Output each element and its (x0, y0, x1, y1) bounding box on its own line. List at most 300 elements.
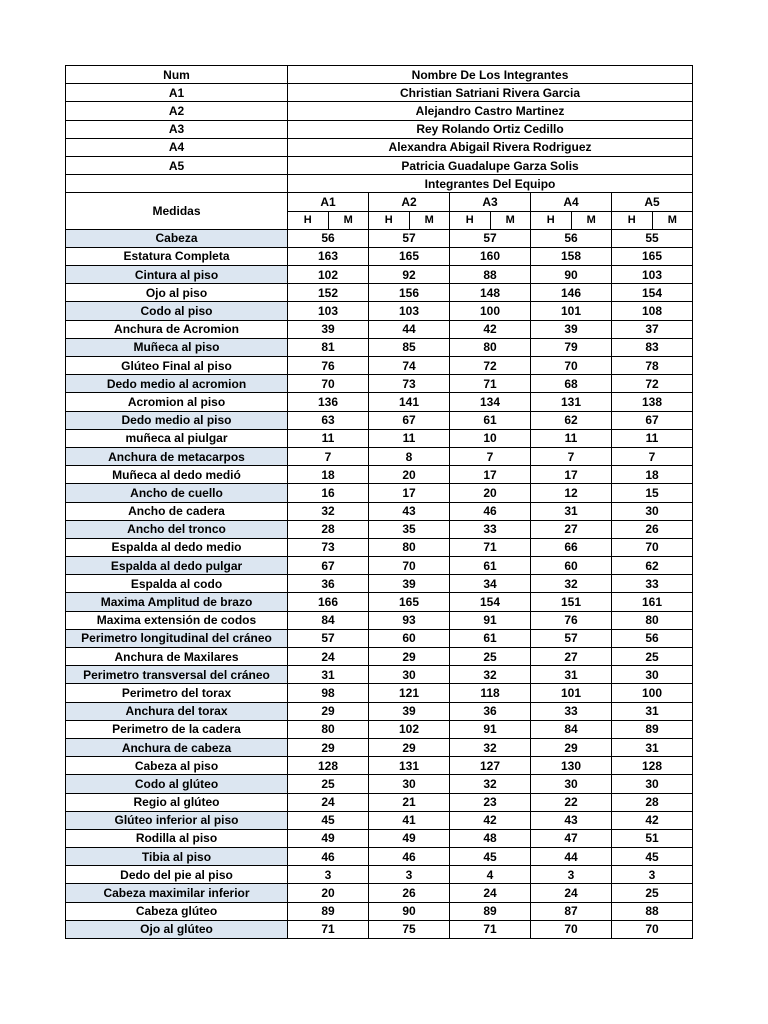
value-cell: 62 (531, 411, 612, 429)
value-cell: 83 (612, 338, 693, 356)
value-cell: 151 (531, 593, 612, 611)
member-name: Alexandra Abigail Rivera Rodriguez (288, 138, 693, 156)
measurements-table (65, 65, 693, 939)
member-row (66, 102, 693, 120)
measure-label: Maxima Amplitud de brazo (66, 593, 288, 611)
measure-label: Anchura de cabeza (66, 738, 288, 756)
value-cell: 29 (531, 738, 612, 756)
value-cell: 146 (531, 284, 612, 302)
value-cell: 81 (288, 338, 369, 356)
value-cell: 90 (369, 902, 450, 920)
value-cell: 46 (369, 848, 450, 866)
member-id: A3 (66, 120, 288, 138)
measure-label: Ancho de cuello (66, 484, 288, 502)
table-row (66, 593, 693, 611)
table-row (66, 793, 693, 811)
value-cell: 28 (612, 793, 693, 811)
value-cell: 32 (450, 775, 531, 793)
value-cell: 84 (288, 611, 369, 629)
sub-header-h: H (369, 211, 410, 229)
value-cell: 11 (288, 429, 369, 447)
measure-label: Muñeca al dedo medió (66, 466, 288, 484)
value-cell: 70 (531, 357, 612, 375)
table-row (66, 884, 693, 902)
blank-cell (66, 175, 288, 193)
value-cell: 24 (450, 884, 531, 902)
sub-header-m: M (409, 211, 450, 229)
measure-label: Maxima extensión de codos (66, 611, 288, 629)
value-cell: 42 (450, 811, 531, 829)
value-cell: 39 (369, 702, 450, 720)
value-cell: 25 (612, 884, 693, 902)
value-cell: 166 (288, 593, 369, 611)
value-cell: 31 (612, 738, 693, 756)
measure-label: Perimetro de la cadera (66, 720, 288, 738)
table-row (66, 393, 693, 411)
value-cell: 161 (612, 593, 693, 611)
table-row (66, 320, 693, 338)
value-cell: 44 (369, 320, 450, 338)
value-cell: 108 (612, 302, 693, 320)
measure-label: muñeca al piulgar (66, 429, 288, 447)
value-cell: 30 (612, 775, 693, 793)
table-row (66, 738, 693, 756)
value-cell: 56 (288, 229, 369, 247)
table-row (66, 429, 693, 447)
measure-label: Codo al glúteo (66, 775, 288, 793)
value-cell: 11 (531, 429, 612, 447)
value-cell: 103 (612, 266, 693, 284)
value-cell: 32 (531, 575, 612, 593)
value-cell: 63 (288, 411, 369, 429)
value-cell: 31 (531, 666, 612, 684)
value-cell: 3 (612, 866, 693, 884)
value-cell: 46 (288, 848, 369, 866)
value-cell: 20 (288, 884, 369, 902)
member-row (66, 156, 693, 174)
value-cell: 7 (531, 447, 612, 465)
value-cell: 47 (531, 829, 612, 847)
value-cell: 84 (531, 720, 612, 738)
value-cell: 3 (288, 866, 369, 884)
value-cell: 136 (288, 393, 369, 411)
value-cell: 46 (450, 502, 531, 520)
measure-label: Glúteo inferior al piso (66, 811, 288, 829)
measure-label: Espalda al dedo pulgar (66, 557, 288, 575)
value-cell: 91 (450, 720, 531, 738)
value-cell: 24 (288, 648, 369, 666)
table-row (66, 648, 693, 666)
value-cell: 73 (288, 538, 369, 556)
table-row (66, 720, 693, 738)
value-cell: 42 (612, 811, 693, 829)
measure-label: Glúteo Final al piso (66, 357, 288, 375)
member-id: A2 (66, 102, 288, 120)
value-cell: 89 (288, 902, 369, 920)
value-cell: 55 (612, 229, 693, 247)
value-cell: 10 (450, 429, 531, 447)
value-cell: 32 (450, 738, 531, 756)
value-cell: 51 (612, 829, 693, 847)
value-cell: 22 (531, 793, 612, 811)
table-row (66, 266, 693, 284)
value-cell: 70 (531, 920, 612, 938)
value-cell: 75 (369, 920, 450, 938)
value-cell: 29 (288, 738, 369, 756)
table-row (66, 302, 693, 320)
value-cell: 61 (450, 411, 531, 429)
table-row (66, 229, 693, 247)
sub-header-h: H (288, 211, 329, 229)
value-cell: 39 (531, 320, 612, 338)
team-row (66, 175, 693, 193)
value-cell: 165 (369, 247, 450, 265)
value-cell: 76 (531, 611, 612, 629)
measure-label: Dedo medio al piso (66, 411, 288, 429)
column-header: A4 (531, 193, 612, 211)
value-cell: 131 (531, 393, 612, 411)
measure-label: Cabeza al piso (66, 757, 288, 775)
value-cell: 78 (612, 357, 693, 375)
value-cell: 93 (369, 611, 450, 629)
sub-header-h: H (450, 211, 491, 229)
member-id: A5 (66, 156, 288, 174)
table-row (66, 848, 693, 866)
value-cell: 60 (369, 629, 450, 647)
value-cell: 30 (369, 666, 450, 684)
value-cell: 127 (450, 757, 531, 775)
value-cell: 130 (531, 757, 612, 775)
value-cell: 36 (288, 575, 369, 593)
value-cell: 39 (369, 575, 450, 593)
measure-label: Anchura de metacarpos (66, 447, 288, 465)
table-row (66, 811, 693, 829)
value-cell: 37 (612, 320, 693, 338)
value-cell: 56 (531, 229, 612, 247)
measure-label: Espalda al dedo medio (66, 538, 288, 556)
measure-label: Cabeza maximilar inferior (66, 884, 288, 902)
table-row (66, 666, 693, 684)
measure-label: Ojo al piso (66, 284, 288, 302)
table-row (66, 829, 693, 847)
sub-header-m: M (571, 211, 612, 229)
value-cell: 41 (369, 811, 450, 829)
measure-label: Ojo al glúteo (66, 920, 288, 938)
value-cell: 21 (369, 793, 450, 811)
value-cell: 7 (612, 447, 693, 465)
team-header: Integrantes Del Equipo (288, 175, 693, 193)
value-cell: 88 (450, 266, 531, 284)
table-row (66, 629, 693, 647)
table-row (66, 538, 693, 556)
value-cell: 16 (288, 484, 369, 502)
member-row (66, 120, 693, 138)
value-cell: 30 (531, 775, 612, 793)
value-cell: 36 (450, 702, 531, 720)
value-cell: 44 (531, 848, 612, 866)
value-cell: 121 (369, 684, 450, 702)
value-cell: 31 (288, 666, 369, 684)
table-row (66, 375, 693, 393)
value-cell: 29 (369, 648, 450, 666)
value-cell: 57 (531, 629, 612, 647)
value-cell: 35 (369, 520, 450, 538)
value-cell: 25 (288, 775, 369, 793)
value-cell: 138 (612, 393, 693, 411)
value-cell: 67 (288, 557, 369, 575)
value-cell: 42 (450, 320, 531, 338)
value-cell: 158 (531, 247, 612, 265)
value-cell: 89 (450, 902, 531, 920)
value-cell: 76 (288, 357, 369, 375)
value-cell: 43 (531, 811, 612, 829)
value-cell: 103 (369, 302, 450, 320)
value-cell: 17 (450, 466, 531, 484)
member-id: A1 (66, 84, 288, 102)
value-cell: 60 (531, 557, 612, 575)
value-cell: 24 (288, 793, 369, 811)
sub-header-h: H (612, 211, 653, 229)
value-cell: 89 (612, 720, 693, 738)
value-cell: 3 (531, 866, 612, 884)
table-row (66, 357, 693, 375)
value-cell: 39 (288, 320, 369, 338)
value-cell: 27 (531, 648, 612, 666)
column-header: A1 (288, 193, 369, 211)
measure-label: Cabeza glúteo (66, 902, 288, 920)
value-cell: 57 (450, 229, 531, 247)
value-cell: 25 (450, 648, 531, 666)
measure-label: Acromion al piso (66, 393, 288, 411)
value-cell: 49 (369, 829, 450, 847)
value-cell: 33 (531, 702, 612, 720)
member-row (66, 84, 693, 102)
value-cell: 80 (288, 720, 369, 738)
table-row (66, 484, 693, 502)
value-cell: 128 (612, 757, 693, 775)
value-cell: 70 (288, 375, 369, 393)
value-cell: 11 (369, 429, 450, 447)
value-cell: 11 (612, 429, 693, 447)
measure-label: Anchura del torax (66, 702, 288, 720)
value-cell: 71 (450, 538, 531, 556)
value-cell: 20 (450, 484, 531, 502)
column-header: A2 (369, 193, 450, 211)
value-cell: 45 (450, 848, 531, 866)
measure-label: Perimetro del torax (66, 684, 288, 702)
member-name: Rey Rolando Ortiz Cedillo (288, 120, 693, 138)
measure-label: Dedo medio al acromion (66, 375, 288, 393)
value-cell: 3 (369, 866, 450, 884)
value-cell: 154 (612, 284, 693, 302)
measure-label: Ancho de cadera (66, 502, 288, 520)
value-cell: 31 (612, 702, 693, 720)
value-cell: 103 (288, 302, 369, 320)
sub-header-m: M (490, 211, 531, 229)
value-cell: 88 (612, 902, 693, 920)
value-cell: 72 (612, 375, 693, 393)
value-cell: 73 (369, 375, 450, 393)
column-header: A3 (450, 193, 531, 211)
value-cell: 85 (369, 338, 450, 356)
value-cell: 156 (369, 284, 450, 302)
value-cell: 62 (612, 557, 693, 575)
value-cell: 134 (450, 393, 531, 411)
table-row (66, 702, 693, 720)
measure-label: Ancho del tronco (66, 520, 288, 538)
measure-label: Rodilla al piso (66, 829, 288, 847)
value-cell: 30 (369, 775, 450, 793)
value-cell: 131 (369, 757, 450, 775)
table-row (66, 502, 693, 520)
table-row (66, 466, 693, 484)
value-cell: 7 (450, 447, 531, 465)
value-cell: 29 (369, 738, 450, 756)
value-cell: 57 (288, 629, 369, 647)
sub-header-h: H (531, 211, 572, 229)
value-cell: 101 (531, 684, 612, 702)
value-cell: 118 (450, 684, 531, 702)
value-cell: 45 (612, 848, 693, 866)
member-name: Christian Satriani Rivera Garcia (288, 84, 693, 102)
value-cell: 71 (450, 375, 531, 393)
measure-label: Anchura de Maxilares (66, 648, 288, 666)
value-cell: 160 (450, 247, 531, 265)
value-cell: 148 (450, 284, 531, 302)
value-cell: 18 (612, 466, 693, 484)
value-cell: 30 (612, 502, 693, 520)
column-header-row (66, 193, 693, 211)
value-cell: 57 (369, 229, 450, 247)
table-row (66, 411, 693, 429)
value-cell: 49 (288, 829, 369, 847)
value-cell: 20 (369, 466, 450, 484)
value-cell: 72 (450, 357, 531, 375)
member-id: A4 (66, 138, 288, 156)
value-cell: 26 (369, 884, 450, 902)
measure-label: Dedo del pie al piso (66, 866, 288, 884)
value-cell: 66 (531, 538, 612, 556)
value-cell: 163 (288, 247, 369, 265)
header-row (66, 66, 693, 84)
table-row (66, 775, 693, 793)
table-row (66, 557, 693, 575)
value-cell: 80 (450, 338, 531, 356)
measure-label: Perimetro longitudinal del cráneo (66, 629, 288, 647)
value-cell: 87 (531, 902, 612, 920)
value-cell: 100 (612, 684, 693, 702)
value-cell: 165 (612, 247, 693, 265)
value-cell: 18 (288, 466, 369, 484)
value-cell: 25 (612, 648, 693, 666)
table-row (66, 920, 693, 938)
value-cell: 28 (288, 520, 369, 538)
value-cell: 67 (369, 411, 450, 429)
value-cell: 23 (450, 793, 531, 811)
value-cell: 152 (288, 284, 369, 302)
value-cell: 71 (288, 920, 369, 938)
value-cell: 7 (288, 447, 369, 465)
table-row (66, 757, 693, 775)
value-cell: 61 (450, 557, 531, 575)
value-cell: 45 (288, 811, 369, 829)
table-row (66, 684, 693, 702)
measure-label: Codo al piso (66, 302, 288, 320)
value-cell: 26 (612, 520, 693, 538)
measure-label: Perimetro transversal del cráneo (66, 666, 288, 684)
num-header: Num (66, 66, 288, 84)
measures-header: Medidas (66, 193, 288, 229)
value-cell: 102 (288, 266, 369, 284)
value-cell: 33 (612, 575, 693, 593)
table-row (66, 338, 693, 356)
member-name: Alejandro Castro Martinez (288, 102, 693, 120)
member-row (66, 138, 693, 156)
value-cell: 32 (450, 666, 531, 684)
table-row (66, 902, 693, 920)
value-cell: 165 (369, 593, 450, 611)
value-cell: 12 (531, 484, 612, 502)
value-cell: 33 (450, 520, 531, 538)
value-cell: 70 (369, 557, 450, 575)
sub-header-m: M (652, 211, 693, 229)
value-cell: 90 (531, 266, 612, 284)
value-cell: 29 (288, 702, 369, 720)
value-cell: 34 (450, 575, 531, 593)
member-name: Patricia Guadalupe Garza Solis (288, 156, 693, 174)
measure-label: Cabeza (66, 229, 288, 247)
measure-label: Muñeca al piso (66, 338, 288, 356)
value-cell: 31 (531, 502, 612, 520)
value-cell: 4 (450, 866, 531, 884)
value-cell: 128 (288, 757, 369, 775)
measure-label: Anchura de Acromion (66, 320, 288, 338)
value-cell: 32 (288, 502, 369, 520)
value-cell: 102 (369, 720, 450, 738)
value-cell: 27 (531, 520, 612, 538)
table-row (66, 284, 693, 302)
measure-label: Tibia al piso (66, 848, 288, 866)
value-cell: 154 (450, 593, 531, 611)
value-cell: 92 (369, 266, 450, 284)
value-cell: 61 (450, 629, 531, 647)
table-row (66, 575, 693, 593)
value-cell: 68 (531, 375, 612, 393)
value-cell: 80 (369, 538, 450, 556)
value-cell: 79 (531, 338, 612, 356)
value-cell: 8 (369, 447, 450, 465)
value-cell: 56 (612, 629, 693, 647)
value-cell: 30 (612, 666, 693, 684)
table-row (66, 247, 693, 265)
measure-label: Espalda al codo (66, 575, 288, 593)
value-cell: 48 (450, 829, 531, 847)
value-cell: 67 (612, 411, 693, 429)
value-cell: 70 (612, 538, 693, 556)
value-cell: 70 (612, 920, 693, 938)
table-row (66, 520, 693, 538)
measure-label: Estatura Completa (66, 247, 288, 265)
value-cell: 98 (288, 684, 369, 702)
measure-label: Cintura al piso (66, 266, 288, 284)
value-cell: 80 (612, 611, 693, 629)
table-row (66, 866, 693, 884)
value-cell: 101 (531, 302, 612, 320)
value-cell: 15 (612, 484, 693, 502)
value-cell: 141 (369, 393, 450, 411)
value-cell: 100 (450, 302, 531, 320)
table-row (66, 447, 693, 465)
